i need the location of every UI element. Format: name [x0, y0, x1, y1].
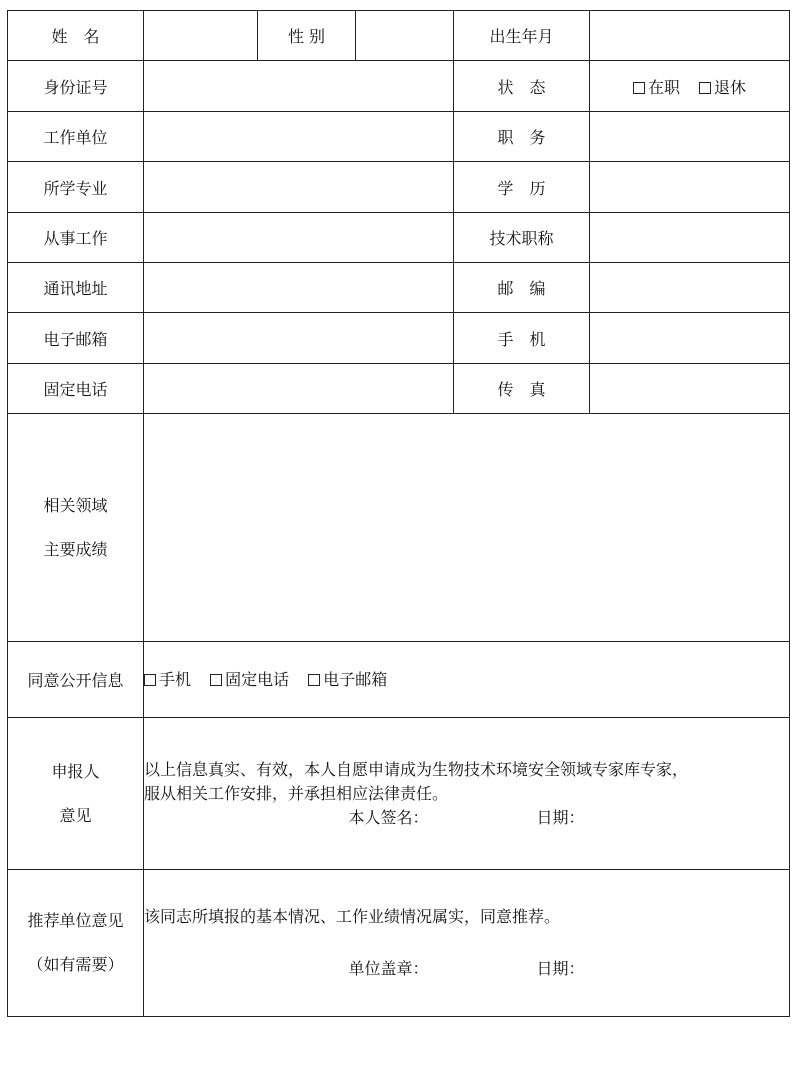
row-applicant: [8, 718, 790, 870]
title-label: 技术职称: [454, 213, 590, 263]
row-consent: [8, 642, 790, 718]
checkbox-icon[interactable]: [210, 674, 222, 686]
row-achievements: [8, 414, 790, 642]
work-field[interactable]: [144, 213, 454, 263]
gender-field[interactable]: [356, 11, 454, 61]
phone-field[interactable]: [144, 364, 454, 414]
name-label: 姓 名: [8, 11, 144, 61]
row-email: [8, 313, 790, 364]
fax-field[interactable]: [590, 364, 790, 414]
checkbox-icon[interactable]: [633, 82, 645, 94]
email-label: 电子邮箱: [8, 313, 144, 364]
consent-label: 同意公开信息: [8, 642, 144, 718]
recommend-text: 该同志所填报的基本情况、工作业绩情况属实，同意推荐。: [144, 907, 561, 926]
name-field[interactable]: [144, 11, 258, 61]
applicant-text-line-2: 服从相关工作安排，并承担相应法律责任。: [144, 783, 449, 803]
achievements-label: [8, 414, 144, 642]
recommend-label-line-1: 推荐单位意见: [27, 911, 124, 930]
work-label: 从事工作: [8, 213, 144, 263]
form-table: [7, 10, 790, 1017]
row-address: [8, 263, 790, 313]
zip-label: 邮 编: [454, 263, 590, 313]
achievements-label-line-1: 相关领域: [43, 495, 108, 515]
applicant-label-line-1: 申报人: [51, 761, 100, 781]
address-label: 通讯地址: [8, 263, 144, 313]
recommend-seal-label: 单位盖章：: [348, 959, 429, 978]
status-options: [590, 61, 790, 112]
checkbox-icon[interactable]: [699, 82, 711, 94]
row-major: [8, 162, 790, 213]
applicant-date-label: 日期：: [536, 807, 585, 827]
employer-label: 工作单位: [8, 112, 144, 162]
row-employer: [8, 112, 790, 162]
employer-field[interactable]: [144, 112, 454, 162]
mobile-label: 手 机: [454, 313, 590, 364]
row-recommend: [8, 870, 790, 1017]
phone-label: 固定电话: [8, 364, 144, 414]
row-phone: [8, 364, 790, 414]
expert-application-form: [7, 10, 789, 1016]
position-field[interactable]: [590, 112, 790, 162]
consent-option-mobile[interactable]: 手机: [144, 668, 191, 692]
checkbox-icon[interactable]: [144, 674, 156, 686]
recommend-statement: [144, 870, 790, 1017]
checkbox-icon[interactable]: [308, 674, 320, 686]
consent-options: [144, 642, 790, 718]
row-id: [8, 61, 790, 112]
applicant-text-line-1: 以上信息真实、有效，本人自愿申请成为生物技术环境安全领域专家库专家，: [144, 759, 689, 779]
birth-field[interactable]: [590, 11, 790, 61]
applicant-label-line-2: 意见: [59, 805, 92, 825]
applicant-signature-line: [144, 806, 789, 830]
consent-option-email[interactable]: 电子邮箱: [308, 668, 387, 692]
gender-label: 性 别: [258, 11, 356, 61]
status-label: 状 态: [454, 61, 590, 112]
recommend-seal-line: [144, 957, 789, 981]
education-field[interactable]: [590, 162, 790, 213]
recommend-label-line-2: （如有需要）: [27, 955, 124, 974]
title-field[interactable]: [590, 213, 790, 263]
zip-field[interactable]: [590, 263, 790, 313]
education-label: 学 历: [454, 162, 590, 213]
applicant-statement: [144, 718, 790, 870]
major-label: 所学专业: [8, 162, 144, 213]
mobile-field[interactable]: [590, 313, 790, 364]
id-field[interactable]: [144, 61, 454, 112]
achievements-label-line-2: 主要成绩: [43, 539, 108, 559]
status-option-retired[interactable]: 退休: [699, 75, 746, 98]
position-label: 职 务: [454, 112, 590, 162]
applicant-label: [8, 718, 144, 870]
applicant-sign-label: 本人签名：: [348, 807, 429, 827]
status-option-employed[interactable]: 在职: [633, 75, 680, 98]
address-field[interactable]: [144, 263, 454, 313]
consent-option-phone[interactable]: 固定电话: [210, 668, 289, 692]
recommend-label: [8, 870, 144, 1017]
recommend-date-label: 日期：: [536, 959, 585, 978]
id-label: 身份证号: [8, 61, 144, 112]
birth-label: 出生年月: [454, 11, 590, 61]
fax-label: 传 真: [454, 364, 590, 414]
row-work: [8, 213, 790, 263]
major-field[interactable]: [144, 162, 454, 213]
row-name: [8, 11, 790, 61]
email-field[interactable]: [144, 313, 454, 364]
achievements-field[interactable]: [144, 414, 790, 642]
